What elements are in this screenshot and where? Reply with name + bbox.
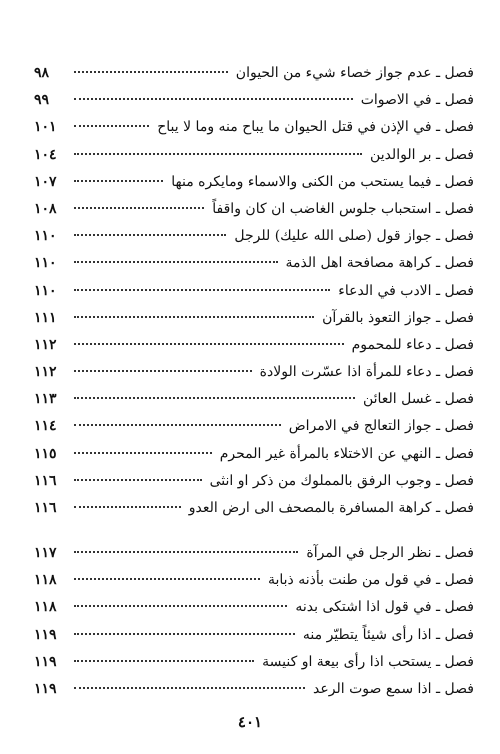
page-number: ٤٠١ <box>237 713 263 731</box>
dot-leader <box>74 234 226 236</box>
toc-entry-title: فصل ـ بر الوالدين <box>370 146 474 163</box>
dot-leader <box>74 452 212 454</box>
dot-leader <box>74 71 228 73</box>
toc-entry-page: ٩٨ <box>34 65 50 81</box>
toc-entry-title: فصل ـ عدم جواز خصاء شيء من الحيوان <box>235 65 474 81</box>
toc-entry-title: فصل ـ غسل العائن <box>362 391 474 408</box>
toc-entry <box>34 649 474 676</box>
dot-leader <box>74 98 353 100</box>
toc-entry-page: ١١٠ <box>34 282 57 299</box>
dot-leader <box>74 261 278 263</box>
toc-entry <box>34 87 474 114</box>
toc-section-1 <box>34 60 474 522</box>
toc-entry <box>34 468 474 495</box>
toc-entry-page: ١١٦ <box>34 500 57 516</box>
toc-entry <box>34 169 474 196</box>
toc-entry-page: ١١٠ <box>34 255 57 272</box>
toc-entry-page: ١١٢ <box>34 336 57 353</box>
toc-entry-title: فصل ـ اذا رأى شيئاً يتطيّر منه <box>302 626 474 643</box>
toc-entry-title: فصل ـ فيما يستحب من الكنى والاسماء ومايكره منها <box>171 173 474 190</box>
toc-entry <box>34 332 474 359</box>
toc-entry <box>34 567 474 594</box>
toc-entry-title: فصل ـ جواز قول (صلى الله عليك) للرجل <box>234 228 474 245</box>
dot-leader <box>74 687 305 689</box>
toc-entry-title: فصل ـ الادب في الدعاء <box>338 282 474 299</box>
dot-leader <box>74 633 295 635</box>
toc-entry-page: ١١٩ <box>34 653 57 670</box>
toc-entry-page: ١١٤ <box>34 418 57 435</box>
dot-leader <box>74 289 330 291</box>
toc-entry <box>34 60 474 87</box>
dot-leader <box>74 660 254 662</box>
dot-leader <box>74 506 181 508</box>
toc-entry-title: فصل ـ نظر الرجل في المرآة <box>306 545 474 561</box>
toc-entry <box>34 540 474 567</box>
toc-entry-title: فصل ـ وجوب الرفق بالمملوك من ذكر او انثى <box>209 472 474 489</box>
toc-entry <box>34 196 474 223</box>
toc-entry-page: ١١٣ <box>34 391 57 408</box>
toc-entry <box>34 386 474 413</box>
dot-leader <box>74 343 344 345</box>
toc-entry-title: فصل ـ جواز التعالج في الامراض <box>288 418 474 435</box>
toc-entry-page: ٩٩ <box>34 92 50 109</box>
toc-entry-page: ١١٧ <box>34 545 57 561</box>
toc-entry-title: فصل ـ في قول من طنت بأذنه ذبابة <box>267 572 474 589</box>
dot-leader <box>74 551 298 553</box>
toc-entry-page: ١١٩ <box>34 626 57 643</box>
dot-leader <box>74 370 252 372</box>
dot-leader <box>74 397 355 399</box>
toc-entry-title: فصل ـ جواز التعوذ بالقرآن <box>322 309 474 326</box>
toc-entry-page: ١١٨ <box>34 572 57 589</box>
dot-leader <box>74 207 204 209</box>
toc-entry <box>34 359 474 386</box>
dot-leader <box>74 605 287 607</box>
toc-entry-title: فصل ـ في قول اذا اشتكى بدنه <box>295 599 474 616</box>
toc-entry-page: ١٠٤ <box>34 146 57 163</box>
dot-leader <box>74 180 163 182</box>
toc-entry-page: ١١٥ <box>34 445 57 462</box>
toc-entry-title: فصل ـ دعاء للمحموم <box>351 336 474 353</box>
toc-entry <box>34 441 474 468</box>
toc-entry-title: فصل ـ النهي عن الاختلاء بالمرأة غير المحرم <box>219 445 474 462</box>
toc-section-2 <box>34 540 474 703</box>
toc-entry-page: ١١٠ <box>34 228 57 245</box>
toc-entry <box>34 114 474 141</box>
toc-entry-page: ١١٢ <box>34 364 57 381</box>
toc-entry-title: فصل ـ يستحب اذا رأى بيعة او كنيسة <box>262 653 474 670</box>
toc-entry-title: فصل ـ استحباب جلوس الغاضب ان كان واقفاً <box>212 200 474 217</box>
toc-entry-page: ١٠٧ <box>34 173 57 190</box>
dot-leader <box>74 316 314 318</box>
toc-entry <box>34 594 474 621</box>
toc-entry <box>34 413 474 440</box>
toc-entry <box>34 676 474 703</box>
toc-entry <box>34 250 474 277</box>
dot-leader <box>74 578 260 580</box>
dot-leader <box>74 153 362 155</box>
toc-entry-page: ١١٩ <box>34 680 57 697</box>
toc-entry-title: فصل ـ كراهة مصافحة اهل الذمة <box>285 255 474 272</box>
toc-entry-title: فصل ـ في الاصوات <box>360 92 474 109</box>
toc-entry <box>34 495 474 522</box>
toc-entry-page: ١١٨ <box>34 599 57 616</box>
dot-leader <box>74 424 281 426</box>
toc-entry-title: فصل ـ دعاء للمرأة اذا عسّرت الولادة <box>259 364 474 381</box>
toc-entry-page: ١٠١ <box>34 119 57 136</box>
toc-entry <box>34 142 474 169</box>
toc-entry-page: ١١١ <box>34 309 57 326</box>
toc-entry <box>34 622 474 649</box>
dot-leader <box>74 125 149 127</box>
toc-entry <box>34 305 474 332</box>
toc-entry-page: ١١٦ <box>34 472 57 489</box>
toc-entry <box>34 278 474 305</box>
toc-entry-title: فصل ـ في الإذن في قتل الحيوان ما يباح منه وما لا يباح <box>157 119 474 136</box>
toc-entry <box>34 223 474 250</box>
toc-entry-title: فصل ـ اذا سمع صوت الرعد <box>313 680 474 697</box>
toc-entry-title: فصل ـ كراهة المسافرة بالمصحف الى ارض العدو <box>188 500 474 516</box>
toc-entry-page: ١٠٨ <box>34 200 57 217</box>
dot-leader <box>74 479 202 481</box>
